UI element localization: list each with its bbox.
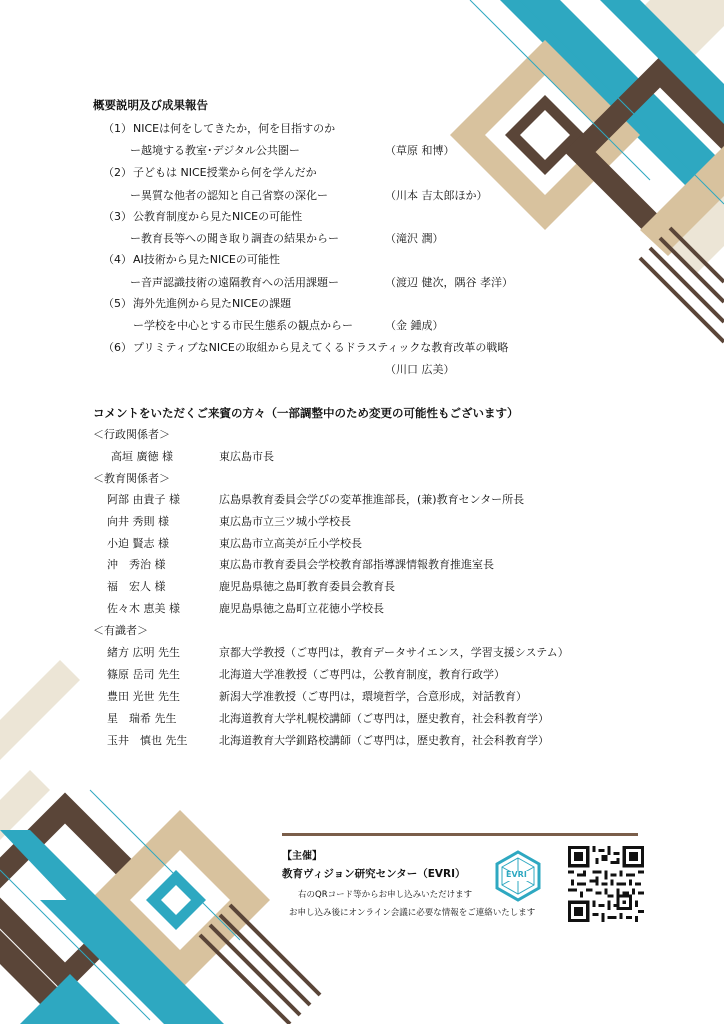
guest-role: 東広島市立高美が丘小学校長 xyxy=(219,537,362,550)
item-2-subtitle: ー異質な他者の認知と自己省察の深化ー xyxy=(130,189,328,202)
guest-name: 高垣 廣徳 様 xyxy=(111,450,173,463)
qr-code[interactable] xyxy=(568,846,644,922)
item-6-presenter: （川口 広美） xyxy=(385,363,455,376)
guest-name: 小迫 賢志 様 xyxy=(107,537,169,550)
item-4-subtitle: ー音声認識技術の遠隔教育への活用課題ー xyxy=(130,276,339,289)
item-1-subtitle: ー越境する教室･デジタル公共圏ー xyxy=(130,144,300,157)
item-1-number: （1） xyxy=(103,122,132,135)
item-5-title: 海外先進例から見たNICEの課題 xyxy=(133,297,292,310)
item-4-number: （4） xyxy=(103,253,132,266)
item-1-title: NICEは何をしてきたか，何を目指すのか xyxy=(133,122,336,135)
organizer-label: 【主催】 xyxy=(282,851,322,862)
group-experts-label: ＜有識者＞ xyxy=(93,624,148,637)
guest-role: 鹿児島県徳之島町教育委員会教育長 xyxy=(219,580,395,593)
guest-name: 緒方 広明 先生 xyxy=(107,646,180,659)
guest-role: 東広島市教育委員会学校教育部指導課情報教育推進室長 xyxy=(219,558,494,571)
guest-name: 篠原 岳司 先生 xyxy=(107,668,180,681)
guest-role: 広島県教育委員会学びの変革推進部長，(兼)教育センター所長 xyxy=(219,493,525,506)
guest-name: 福 宏人 様 xyxy=(107,580,166,593)
group-education-label: ＜教育関係者＞ xyxy=(93,472,170,485)
item-6-title: プリミティブなNICEの取組から見えてくるドラスティックな教育改革の戦略 xyxy=(133,341,509,354)
item-1-presenter: （草原 和博） xyxy=(385,144,455,157)
item-5-number: （5） xyxy=(103,297,132,310)
guest-role: 新潟大学准教授（ご専門は，環境哲学，合意形成，対話教育） xyxy=(219,690,527,703)
guest-name: 玉井 慎也 先生 xyxy=(107,734,188,747)
guest-role: 京都大学教授（ご専門は，教育データサイエンス，学習支援システム） xyxy=(219,646,569,659)
registration-note: 右のQRコード等からお申し込みいただけます xyxy=(298,890,473,900)
guest-role: 北海道教育大学札幌校講師（ご専門は，歴史教育，社会科教育学） xyxy=(219,712,549,725)
item-3-title: 公教育制度から見たNICEの可能性 xyxy=(133,210,303,223)
organizer-name: 教育ヴィジョン研究センター（EVRI） xyxy=(282,868,466,880)
item-3-presenter: （滝沢 潤） xyxy=(385,232,444,245)
item-2-title: 子どもは NICE授業から何を学んだか xyxy=(133,166,317,179)
item-2-number: （2） xyxy=(103,166,132,179)
overview-heading: 概要説明及び成果報告 xyxy=(93,98,208,112)
guest-role: 鹿児島県徳之島町立花徳小学校長 xyxy=(219,602,384,615)
item-5-subtitle: ー学校を中心とする市民生態系の観点からー xyxy=(133,319,353,332)
item-2-presenter: （川本 吉太郎ほか） xyxy=(385,189,488,202)
guest-name: 阿部 由貴子 様 xyxy=(107,493,180,506)
guest-name: 佐々木 恵美 様 xyxy=(107,602,180,615)
item-4-title: AI技術から見たNICEの可能性 xyxy=(133,253,280,266)
item-4-presenter: （渡辺 健次，隅谷 孝洋） xyxy=(385,276,513,289)
item-6-number: （6） xyxy=(103,341,132,354)
guest-name: 向井 秀則 様 xyxy=(107,515,169,528)
guest-role: 北海道大学准教授（ご専門は，公教育制度，教育行政学） xyxy=(219,668,505,681)
top-right-ornament xyxy=(450,0,724,342)
item-3-number: （3） xyxy=(103,210,132,223)
guest-role: 北海道教育大学釧路校講師（ご専門は，歴史教育，社会科教育学） xyxy=(219,734,549,747)
guest-name: 星 瑞希 先生 xyxy=(107,712,177,725)
online-meeting-note: お申し込み後にオンライン会議に必要な情報をご連絡いたします xyxy=(289,908,536,918)
group-administration-label: ＜行政関係者＞ xyxy=(93,428,170,441)
guests-heading: コメントをいただくご来賓の方々（一部調整中のため変更の可能性もございます） xyxy=(93,406,519,420)
footer-divider xyxy=(282,833,638,836)
guest-name: 豊田 光世 先生 xyxy=(107,690,180,703)
guest-role: 東広島市長 xyxy=(219,450,274,463)
logo-text: EVRI xyxy=(506,870,527,879)
guest-role: 東広島市立三ツ城小学校長 xyxy=(219,515,351,528)
evri-hexagon-logo xyxy=(494,850,542,902)
item-3-subtitle: ー教育長等への聞き取り調査の結果からー xyxy=(130,232,339,245)
guest-name: 沖 秀治 様 xyxy=(107,558,166,571)
item-5-presenter: （金 鍾成） xyxy=(385,319,444,332)
